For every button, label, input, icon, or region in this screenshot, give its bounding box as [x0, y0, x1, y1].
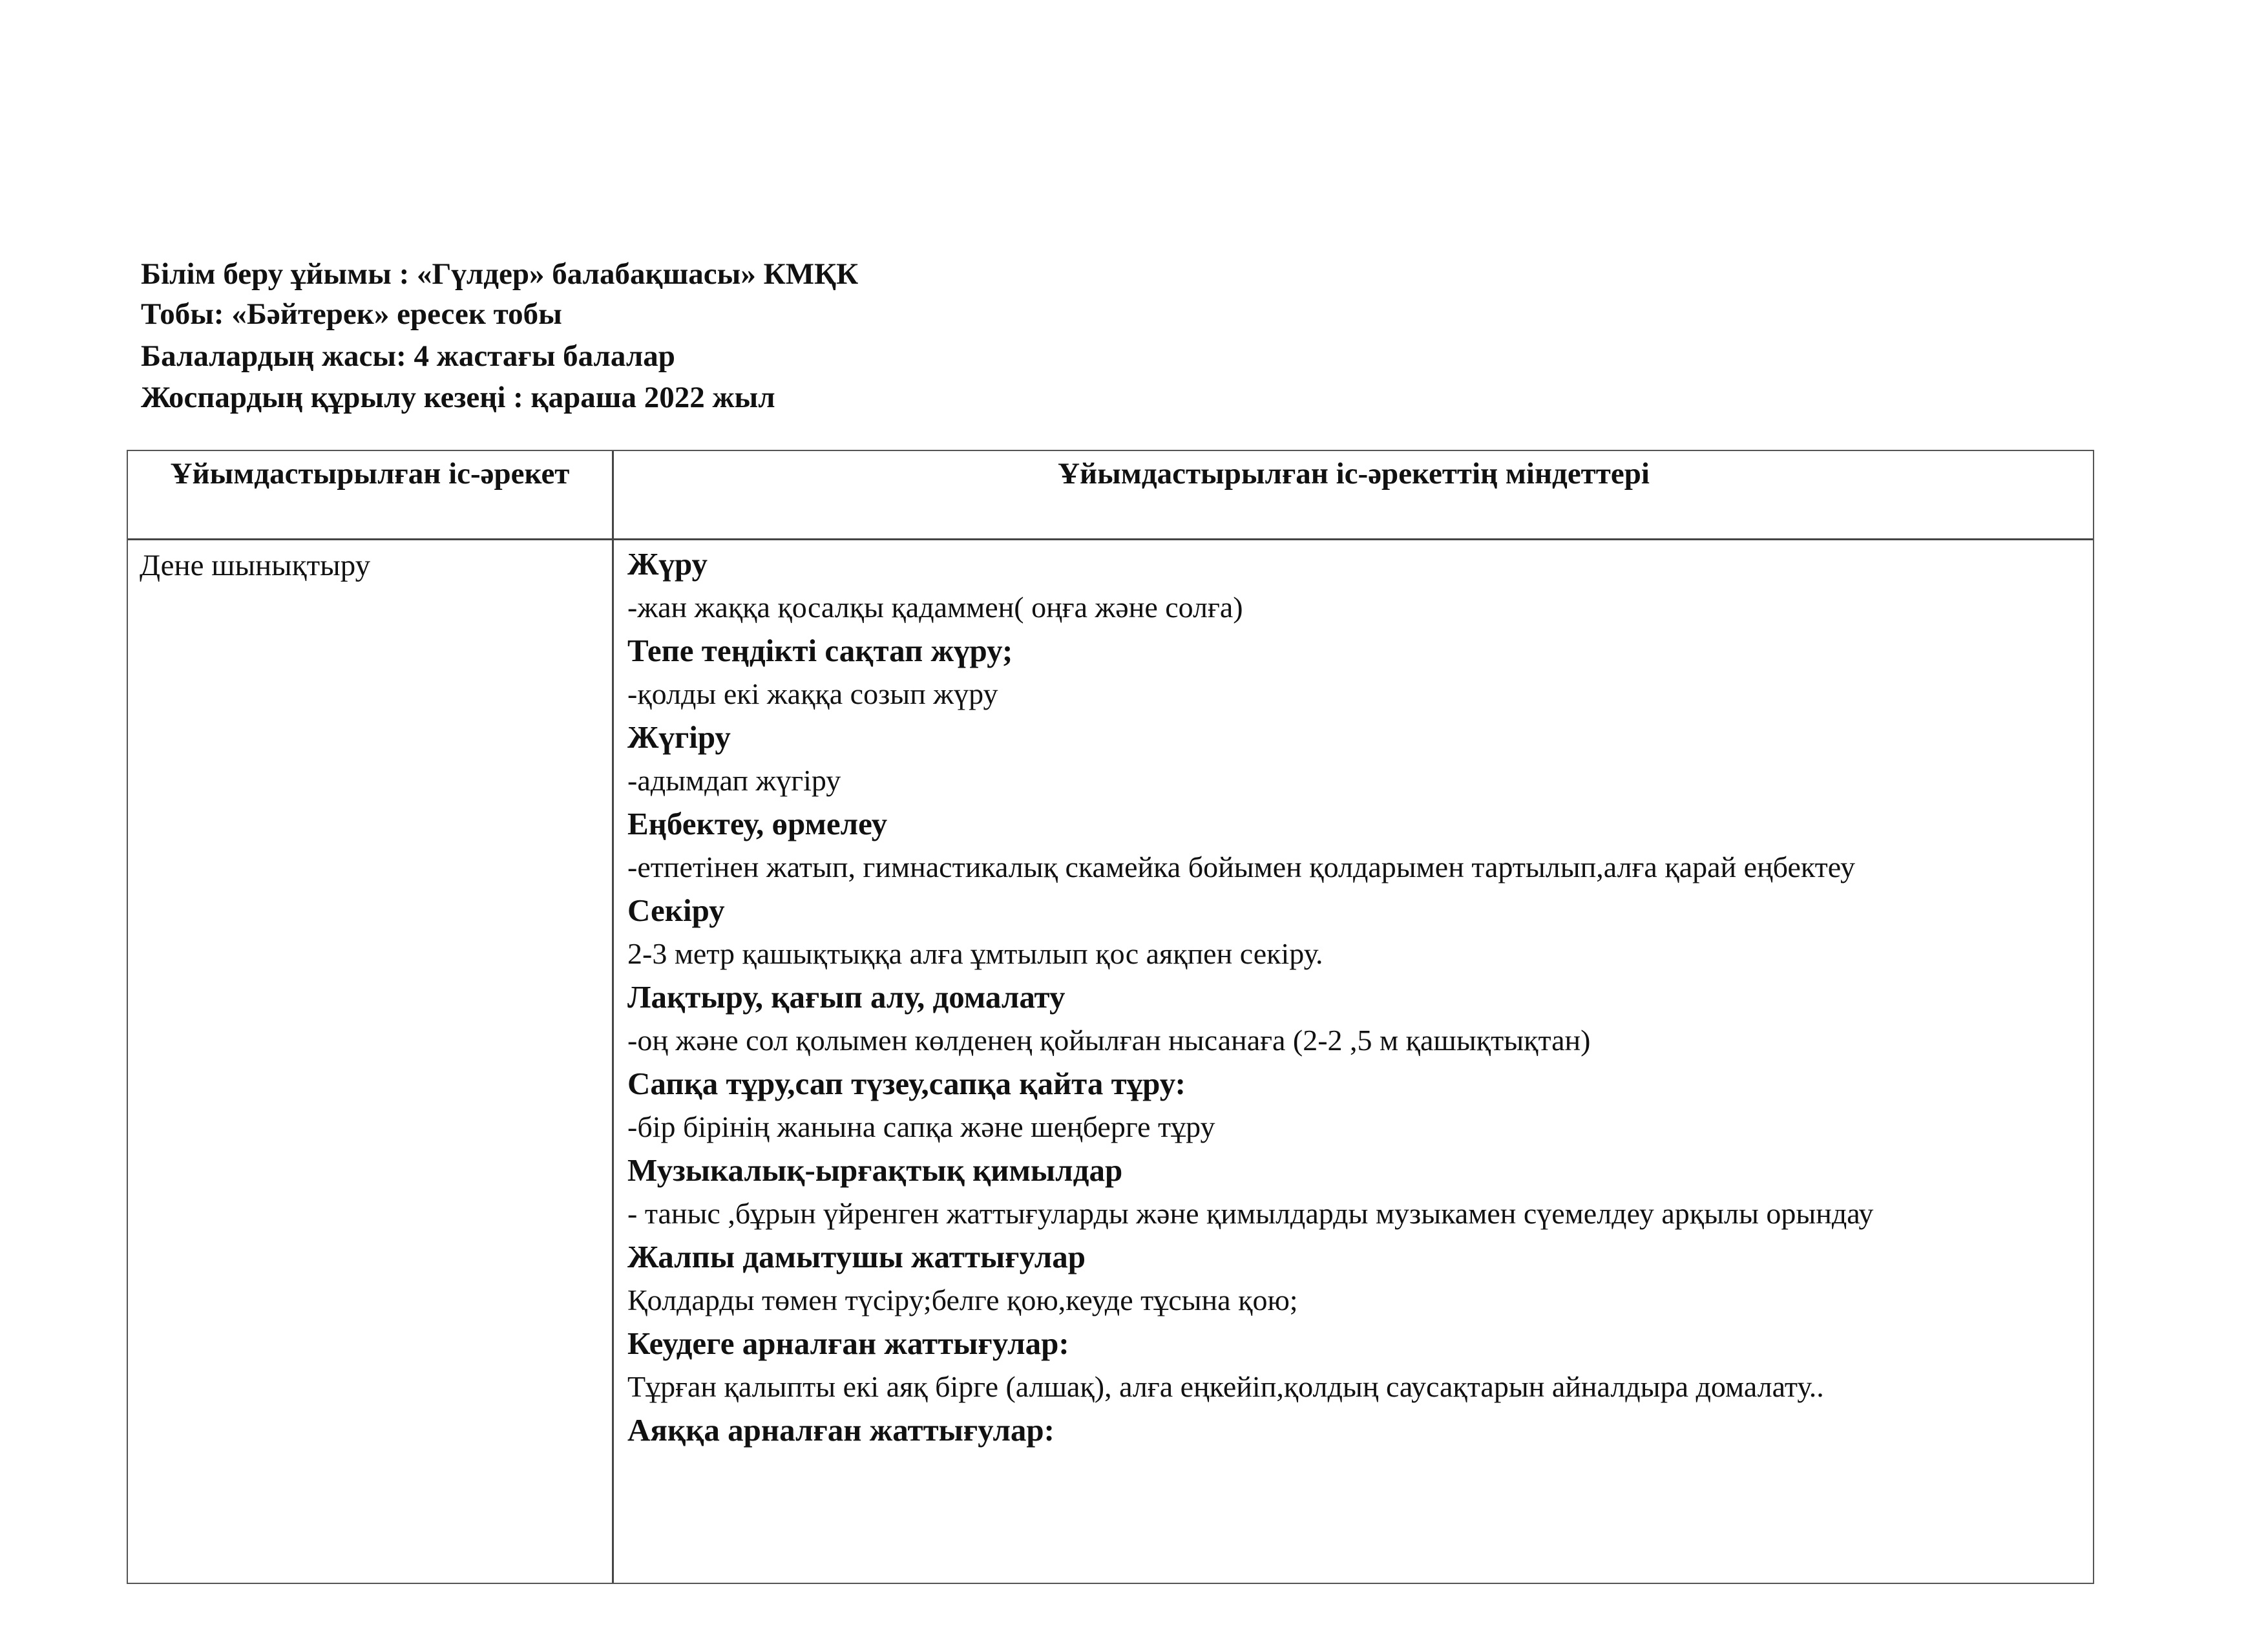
- task-section: [627, 1235, 2081, 1322]
- section-text: -етпетінен жатып, гимнастикалық скамейка бойымен қолдарымен тартылып,алға қарай еңбектеу: [627, 850, 1856, 883]
- section-text: 2-3 метр қашықтыққа алға ұмтылып қос аяқпен секіру.: [627, 937, 1323, 970]
- task-section: [627, 1148, 2081, 1235]
- section-title: Аяққа арналған жаттығулар:: [627, 1412, 1055, 1448]
- section-title: Жүру: [627, 546, 708, 582]
- period-line: Жоспардың құрылу кезеңі : қараша 2022 жыл: [141, 381, 775, 414]
- column-divider: [612, 451, 614, 1583]
- section-title: Жүгіру: [627, 719, 731, 755]
- section-title: Еңбектеу, өрмелеу: [627, 806, 888, 841]
- task-section: [627, 1408, 2081, 1452]
- section-title: Музыкалық-ырғақтық қимылдар: [627, 1152, 1123, 1188]
- header-row-divider: [128, 538, 2093, 540]
- document-header: [141, 257, 2079, 421]
- section-text: -оң және сол қолымен көлденең қойылған нысанаға (2-2 ,5 м қашықтықтан): [627, 1024, 1591, 1057]
- section-title: Тепе теңдікті сақтап жүру;: [627, 633, 1013, 668]
- task-section: [627, 1322, 2081, 1408]
- tasks-cell: [627, 542, 2081, 1581]
- section-title: Жалпы дамытушы жаттығулар: [627, 1239, 1086, 1274]
- task-section: [627, 889, 2081, 975]
- plan-table: [127, 450, 2094, 1584]
- organization-line: Білім беру ұйымы : «Гүлдер» балабақшасы» КМҚК: [141, 257, 859, 291]
- task-section: [627, 1062, 2081, 1148]
- task-section: [627, 629, 2081, 715]
- task-section: [627, 802, 2081, 889]
- section-text: -жан жаққа қосалқы қадаммен( оңға және солға): [627, 591, 1243, 624]
- group-line: Тобы: «Бәйтерек» ересек тобы: [141, 297, 562, 331]
- section-text: - таныс ,бұрын үйренген жаттығуларды және қимылдарды музыкамен сүемелдеу арқылы орындау: [627, 1197, 1874, 1230]
- column-header-tasks: Ұйымдастырылған іс-әрекеттің міндеттері: [1058, 457, 1650, 491]
- activity-cell: Дене шынықтыру: [140, 549, 371, 582]
- section-text: -бір бірінің жанына сапқа және шеңберге тұру: [627, 1110, 1215, 1143]
- section-text: Тұрған қалыпты екі аяқ бірге (алшақ), алға еңкейіп,қолдың саусақтарын айналдыра домалату..: [627, 1370, 1824, 1403]
- section-title: Кеудеге арналған жаттығулар:: [627, 1326, 1069, 1361]
- section-title: Сапқа тұру,сап түзеу,сапқа қайта тұру:: [627, 1066, 1186, 1101]
- task-section: [627, 715, 2081, 802]
- task-section: [627, 542, 2081, 629]
- age-line: Балалардың жасы: 4 жастағы балалар: [141, 339, 675, 373]
- task-section: [627, 975, 2081, 1062]
- column-header-activity: Ұйымдастырылған іс-әрекет: [170, 457, 570, 491]
- section-text: -адымдап жүгіру: [627, 764, 841, 797]
- section-text: -қолды екі жаққа созып жүру: [627, 677, 998, 710]
- section-text: Қолдарды төмен түсіру;белге қою,кеуде тұсына қою;: [627, 1284, 1298, 1316]
- section-title: Лақтыру, қағып алу, домалату: [627, 979, 1066, 1015]
- section-title: Секіру: [627, 893, 725, 928]
